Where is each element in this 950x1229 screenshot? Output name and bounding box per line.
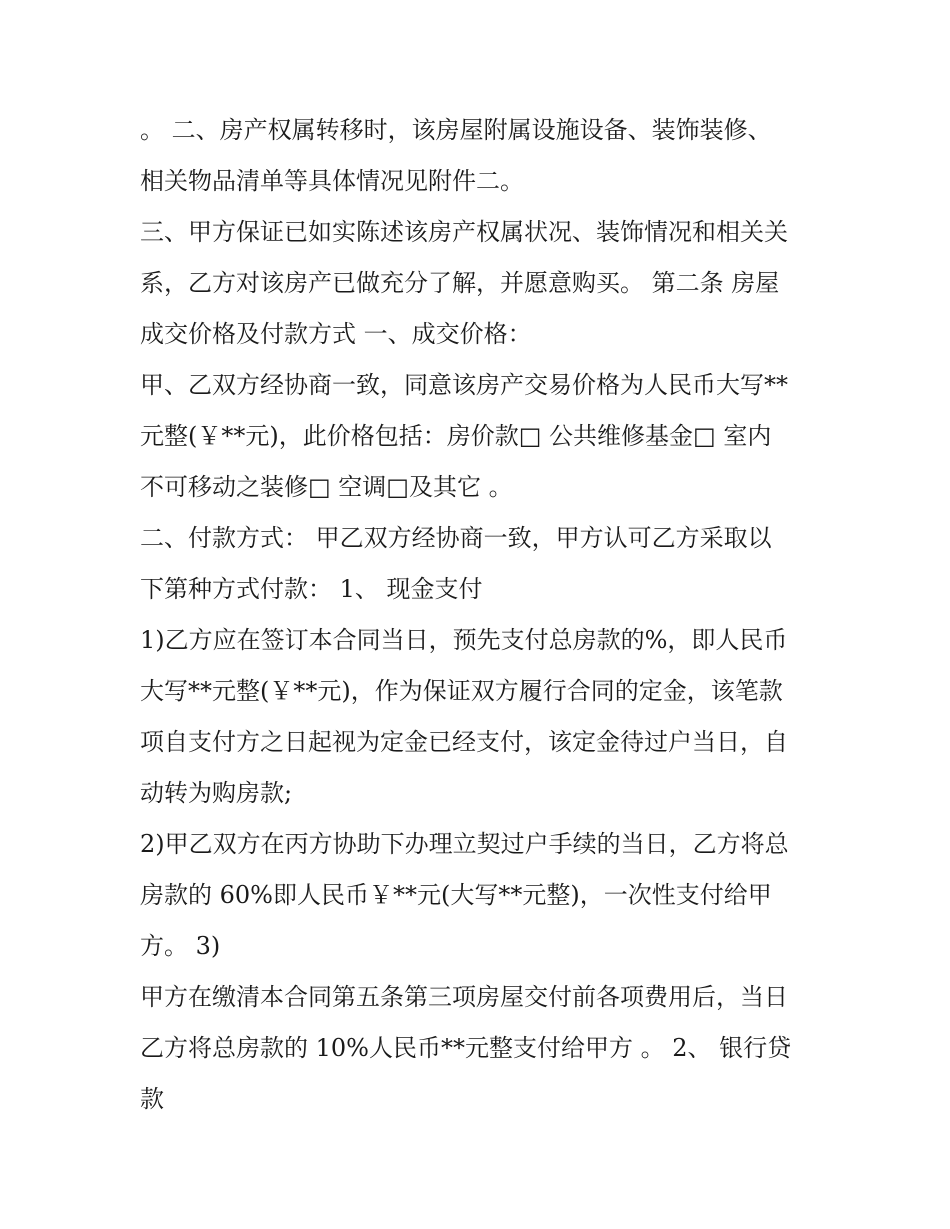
text-line: 1)乙方应在签订本合同当日，预先支付总房款的%，即人民币	[140, 626, 788, 654]
text-line: 房款的 60%即人民币￥**元(大写**元整)，一次性支付给甲	[140, 881, 772, 909]
text-line: 项自支付方之日起视为定金已经支付，该定金待过户当日，自	[140, 728, 788, 756]
text-line: 相关物品清单等具体情况见附件二。	[140, 167, 524, 195]
text-line: 系，乙方对该房产已做充分了解，并愿意购买。 第二条 房屋	[140, 269, 780, 297]
text-line: 不可移动之装修□ 空调□及其它 。	[140, 473, 513, 501]
text-line: 动转为购房款;	[140, 779, 293, 807]
text-line: 2)甲乙双方在丙方协助下办理立契过户手续的当日，乙方将总	[140, 830, 789, 858]
text-line: 。 二、房产权属转移时，该房屋附属设施设备、装饰装修、	[140, 116, 772, 144]
text-line: 甲方在缴清本合同第五条第三项房屋交付前各项费用后，当日	[140, 983, 788, 1011]
text-line: 二、付款方式： 甲乙双方经协商一致，甲方认可乙方采取以	[140, 524, 772, 552]
text-line: 乙方将总房款的 10%人民币**元整支付给甲方 。 2、 银行贷	[140, 1034, 792, 1062]
text-line: 方。 3)	[140, 932, 221, 960]
text-line: 大写**元整(￥**元)，作为保证双方履行合同的定金，该笔款	[140, 677, 783, 705]
text-line: 甲、乙双方经协商一致，同意该房产交易价格为人民币大写**	[140, 371, 788, 399]
document-body	[140, 105, 820, 1125]
text-line: 款	[140, 1085, 164, 1113]
text-line: 元整(￥**元)，此价格包括：房价款□ 公共维修基金□ 室内	[140, 422, 772, 450]
text-line: 成交价格及付款方式 一、成交价格：	[140, 320, 532, 348]
text-line: 三、甲方保证已如实陈述该房产权属状况、装饰情况和相关关	[140, 218, 788, 246]
text-line: 下第种方式付款： 1、 现金支付	[140, 575, 483, 603]
